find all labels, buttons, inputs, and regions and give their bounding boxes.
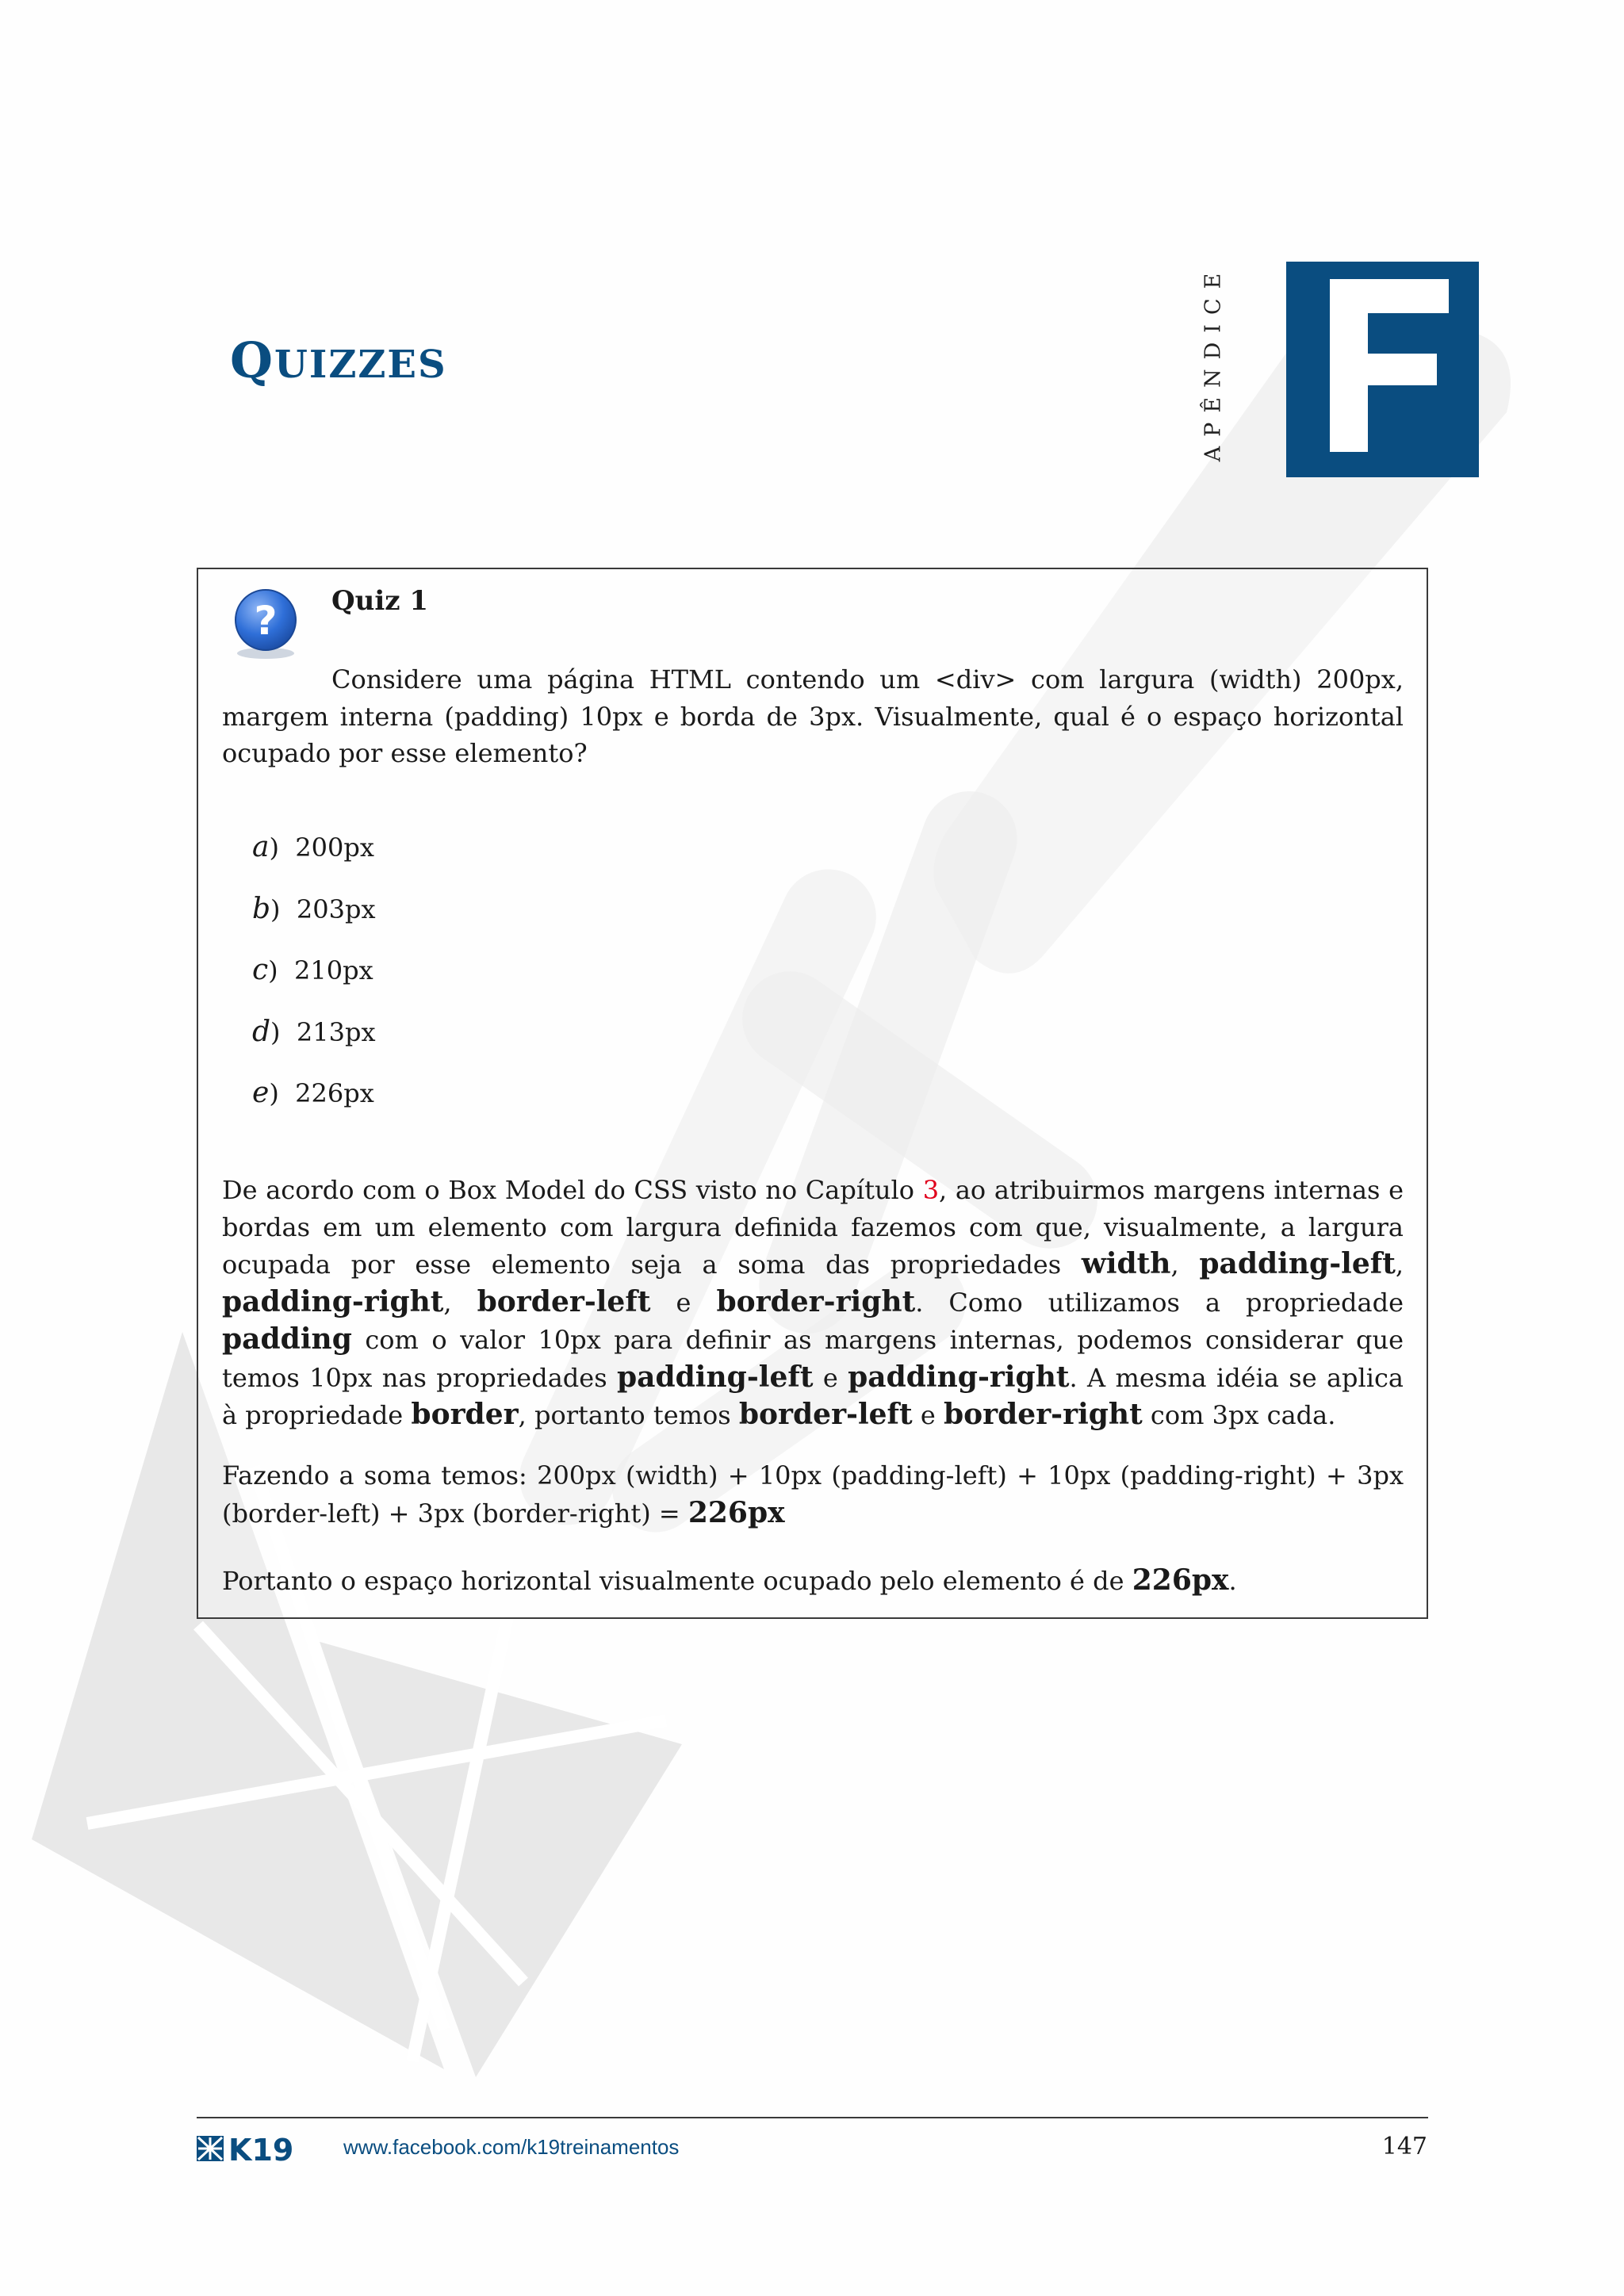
k19-logo	[197, 2134, 324, 2163]
sum-paragraph: Fazendo a soma temos: 200px (width) + 10px (padding-left) + 10px (padding-right) + 3px (border-left) + 3px (border-right) = 226px	[222, 1460, 1404, 1529]
answer-options	[252, 829, 375, 1137]
k19-logo-text: K19	[228, 2134, 294, 2163]
footer-divider	[197, 2117, 1428, 2118]
svg-text:?: ?	[254, 598, 278, 644]
option-e[interactable]: e) 226px	[252, 1077, 374, 1109]
option-b[interactable]: b) 203px	[252, 892, 376, 925]
option-d[interactable]: d) 213px	[252, 1015, 376, 1048]
chapter-reference-link[interactable]: 3	[922, 1175, 940, 1205]
footer-url-link[interactable]: www.facebook.com/k19treinamentos	[343, 2135, 680, 2159]
appendix-label	[1182, 247, 1245, 477]
option-text: 213px	[296, 1016, 376, 1047]
chapter-title: QUIZZES	[230, 331, 447, 389]
option-letter: e	[252, 1077, 270, 1109]
option-c[interactable]: c) 210px	[252, 954, 373, 986]
option-letter: c	[252, 954, 269, 986]
appendix-letter-box	[1286, 262, 1479, 477]
quiz-title: Quiz 1	[331, 585, 429, 617]
option-a[interactable]: a) 200px	[252, 831, 374, 863]
question-mark-icon	[230, 587, 301, 663]
appendix-letter-glyph	[1286, 262, 1479, 477]
conclusion-paragraph: Portanto o espaço horizontal visualmente ocupado pelo elemento é de 226px.	[222, 1563, 1237, 1597]
option-text: 200px	[295, 832, 374, 863]
option-letter: a	[252, 831, 270, 863]
option-text: 226px	[295, 1078, 374, 1108]
explanation-paragraph: De acordo com o Box Model do CSS visto no Capítulo 3, ao atribuirmos margens internas e bordas em um elemento com largura definida fazemos com que, visualmente, a largura ocupada por esse elemento seja a soma das propriedades width, padding-left, padding-right, border-left e border-right. Como utilizamos a propriedade padding com o valor 10px para definir as margens internas, podemos considerar que temos 10px nas propriedades padding-left e padding-right. A mesma idéia se aplica à propriedade border, portanto temos border-left e border-right com 3px cada.	[222, 1175, 1404, 1431]
option-letter: b	[252, 892, 271, 925]
option-text: 203px	[296, 894, 376, 924]
appendix-label-text: APÊNDICE	[1201, 263, 1226, 461]
option-text: 210px	[294, 955, 373, 985]
question-text: Considere uma página HTML contendo um <div> com largura (width) 200px, margem interna (padding) 10px e borda de 3px. Visualmente, qual é o espaço horizontal ocupado por esse elemento?	[222, 664, 1404, 768]
option-letter: d	[252, 1015, 271, 1048]
page-number: 147	[1381, 2133, 1427, 2160]
